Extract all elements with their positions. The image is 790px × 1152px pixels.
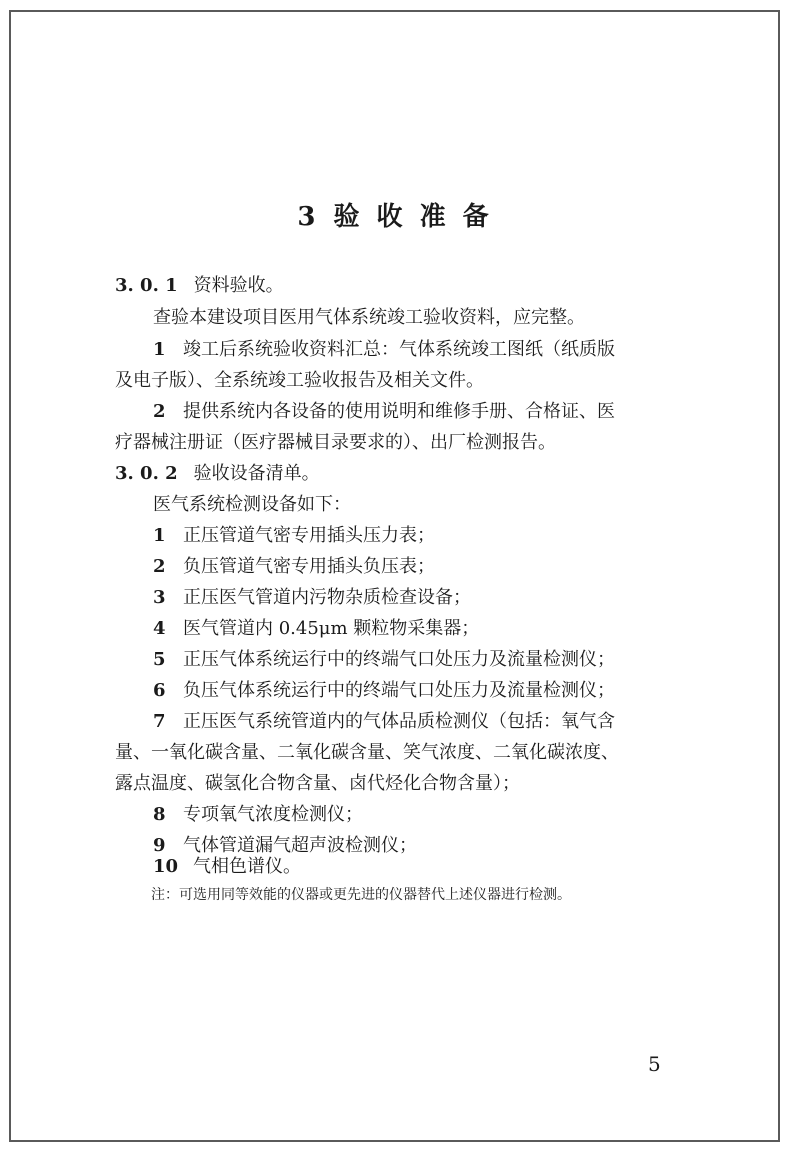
equip-item-8	[153, 803, 363, 827]
item-text: 提供系统内各设备的使用说明和维修手册、合格证、医	[183, 401, 615, 422]
chapter-number: 3	[297, 202, 320, 232]
doc-item-2	[153, 400, 615, 424]
doc-item-2-continued: 疗器械注册证（医疗器械目录要求的）、出厂检测报告。	[115, 432, 556, 453]
chapter-title-text: 验 收 准 备	[333, 202, 493, 232]
item-number: 1	[153, 339, 166, 360]
equip-item-7	[153, 710, 615, 734]
item-text: 气相色谱仪。	[193, 856, 301, 877]
section-heading: 资料验收。	[193, 275, 284, 296]
page-number: 5	[648, 1052, 661, 1076]
item-text: 专项氧气浓度检测仪；	[183, 804, 363, 825]
doc-item-1-continued: 及电子版）、全系统竣工验收报告及相关文件。	[115, 370, 484, 391]
paragraph-check: 查验本建设项目医用气体系统竣工验收资料，应完整。	[153, 307, 585, 328]
equip-item-7-continued-2: 露点温度、碳氢化合物含量、卤代烃化合物含量）；	[115, 773, 520, 794]
footnote: 注：可选用同等效能的仪器或更先进的仪器替代上述仪器进行检测。	[151, 887, 571, 903]
item-text: 正压管道气密专用插头压力表；	[183, 525, 435, 546]
item-number: 2	[153, 556, 166, 577]
doc-item-1	[153, 338, 615, 362]
item-text: 负压管道气密专用插头负压表；	[183, 556, 435, 577]
item-number: 5	[153, 649, 166, 670]
section-heading: 验收设备清单。	[193, 463, 320, 484]
equip-item-7-continued-1: 量、一氧化碳含量、二氧化碳含量、笑气浓度、二氧化碳浓度、	[115, 742, 619, 763]
paragraph-equipment: 医气系统检测设备如下：	[153, 494, 351, 515]
item-text: 竣工后系统验收资料汇总：气体系统竣工图纸（纸质版	[183, 339, 615, 360]
equip-item-5	[153, 648, 615, 672]
section-3-0-2	[115, 462, 320, 486]
item-number: 8	[153, 804, 166, 825]
item-number: 6	[153, 680, 166, 701]
item-number: 3	[153, 587, 166, 608]
section-3-0-1	[115, 274, 284, 298]
equip-item-4	[153, 617, 479, 641]
item-text: 负压气体系统运行中的终端气口处压力及流量检测仪；	[183, 680, 615, 701]
equip-item-1	[153, 524, 435, 548]
item-number: 1	[153, 525, 166, 546]
equip-item-10	[153, 855, 301, 879]
item-text: 正压医气管道内污物杂质检查设备；	[183, 587, 471, 608]
section-number: 3. 0. 1	[115, 275, 178, 296]
item-text: 正压医气系统管道内的气体品质检测仪（包括：氧气含	[183, 711, 615, 732]
chapter-title	[0, 196, 790, 233]
section-number: 3. 0. 2	[115, 463, 178, 484]
item-number: 2	[153, 401, 166, 422]
item-number: 7	[153, 711, 166, 732]
item-number: 4	[153, 618, 166, 639]
equip-item-6	[153, 679, 615, 703]
item-number: 9	[153, 835, 166, 856]
item-number: 10	[153, 856, 179, 877]
item-text: 医气管道内 0.45μm 颗粒物采集器；	[183, 618, 480, 639]
item-text: 气体管道漏气超声波检测仪；	[183, 835, 417, 856]
equip-item-2	[153, 555, 435, 579]
equip-item-3	[153, 586, 471, 610]
item-text: 正压气体系统运行中的终端气口处压力及流量检测仪；	[183, 649, 615, 670]
